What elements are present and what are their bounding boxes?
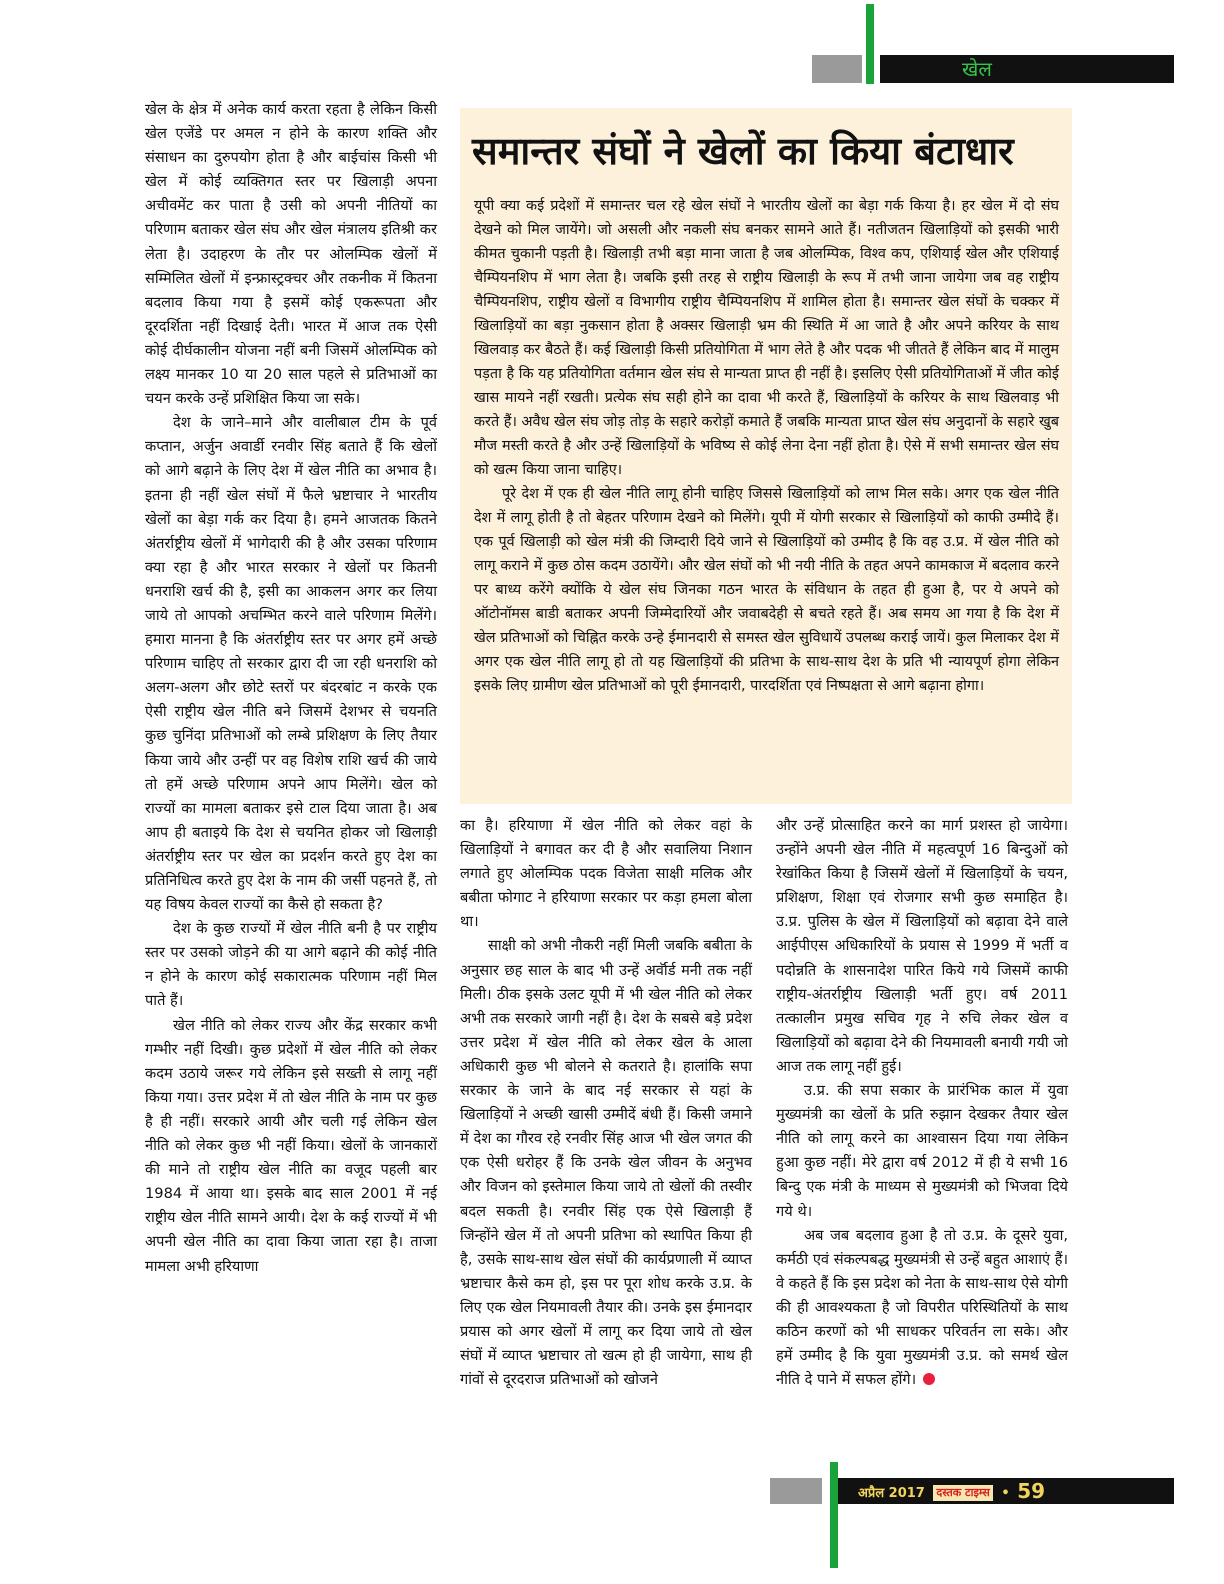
middle-paragraph-1: का है। हरियाणा में खेल नीति को लेकर वहां के खिलाड़ियों ने बगावत कर दी है और सवालिया निशान लगाते हुए ओलम्पिक पदक विजेता साक्षी मलिक और बबीता फोगाट ने हरियाणा सरकार पर कड़ा हमला बोला था। [460,817,752,931]
footer-gray-block [770,1478,822,1504]
footer-separator: • [1001,1486,1010,1501]
box-paragraph-2: पूरे देश में एक ही खेल नीति लागू होनी चाहिए जिससे खिलाड़ियों को लाभ मिल सके। अगर एक खेल नीति देश में लागू होती है तो बेहतर परिणाम देखने को मिलेंगे। यूपी में योगी सरकार से खिलाड़ियों को काफी उम्मीदे हैं। एक पूर्व खिलाड़ी को खेल मंत्री की जिम्दारी दिये जाने से खिलाड़ियों को उम्मीद है कि वह उ.प्र. में खेल नीति को लागू कराने में कुछ ठोस कदम उठायेंगे। और खेल संघों को भी नयी नीति के तहत अपने कामकाज में बदलाव करने पर बाध्य करेंगे क्योंकि ये खेल संघ जिनका गठन भारत के संविधान के तहत ही हुआ है, पर ये अपने को ऑटोनॉमस बाडी बताकर अपनी जिम्मेदारियों और जवाबदेही से बचते रहते हैं। अब समय आ गया है कि देश में खेल प्रतिभाओं को चिह्नित करके उन्हे ईमानदारी से समस्त खेल सुविधायें उपलब्ध कराई जायें। कुल मिलाकर देश में अगर एक खेल नीति लागू हो तो यह खिलाड़ियों की प्रतिभा के साथ-साथ देश के प्रति भी न्यायपूर्ण होगा लेकिन इसके लिए ग्रामीण खेल प्रतिभाओं को पूरी ईमानदारी, पारदर्शिता एवं निष्पक्षता से आगे बढ़ाना होगा। [474,486,1059,694]
right-paragraph-3-text: अब जब बदलाव हुआ है तो उ.प्र. के दूसरे युवा, कर्मठी एवं संकल्पबद्ध मुख्यमंत्री से उन्हें बहुत आशाएं हैं। वे कहते हैं कि इस प्रदेश को नेता के साथ-साथ ऐसे योगी की ही आवश्यकता है जो विपरीत परिस्थितियों के साथ कठिन करणों को भी साधकर परिवर्तन ला सके। और हमें उम्मीद है कि युवा मुख्यमंत्री उ.प्र. को समर्थ खेल नीति दे पाने में सफल होंगे। [776,1226,1068,1389]
middle-paragraph-2: साक्षी को अभी नौकरी नहीं मिली जबकि बबीता के अनुसार छह साल के बाद भी उन्हें अर्वॉर्ड मनी तक नहीं मिली। ठीक इसके उलट यूपी में भी खेल नीति को लेकर अभी तक सरकारे जागी नहीं है। देश के सबसे बड़े प्रदेश उत्तर प्रदेश में खेल नीति को लेकर खेल के आला अधिकारी कुछ भी बोलने से कतराते है। हालांकि सपा सरकार के जाने के बाद नई सरकार से यहां के खिलाड़ियों ने अच्छी खासी उम्मीदें बंधी हैं। किसी जमाने में देश का गौरव रहे रनवीर सिंह आज भी खेल जगत की एक ऐसी धरोहर हैं कि उनके खेल जीवन के अनुभव और विजन को इस्तेमाल किया जाये तो खेलों की तस्वीर बदल सकती है। रनवीर सिंह एक ऐसे खिलाड़ी हैं जिन्होंने खेल में तो अपनी प्रतिभा को स्थापित किया ही है, उसके साथ-साथ खेल संघों की कार्यप्रणाली में व्याप्त भ्रष्टाचार कैसे कम हो, इस पर पूरा शोध करके उ.प्र. के लिए एक खेल नियमावली तैयार की। उनके इस ईमानदार प्रयास को अगर खेलों में लागू कर दिया जाये तो खेल संघों में व्याप्त भ्रष्टाचार तो खत्म हो ही जायेगा, साथ ही गांवों से दूरदराज प्रतिभाओं को खोजने [460,937,752,1389]
right-paragraph-2: उ.प्र. की सपा सकार के प्रारंभिक काल में युवा मुख्यमंत्री का खेलों के प्रति रुझान देखकर तैयार खेल नीति को लागू करने का आश्वासन दिया गया लेकिन हुआ कुछ नहीं। मेरे द्वारा वर्ष 2012 में ही ये सभी 16 बिन्दु एक मंत्री के माध्यम से मुख्यमंत्री को भिजवा दिये गये थे। [776,1082,1068,1220]
footer-green-bar [830,1462,838,1568]
left-paragraph-3: देश के कुछ राज्यों में खेल नीति बनी है पर राष्ट्रीय स्तर पर उसको जोड़ने की या आगे बढ़ाने की कोई नीति न होने के कारण कोई सकारात्मक परिणाम नहीं मिल पाते हैं। [145,920,437,1010]
highlight-box-text [474,194,1059,698]
box-paragraph-1: यूपी क्या कई प्रदेशों में समान्तर चल रहे खेल संघों ने भारतीय खेलों का बेड़ा गर्क किया है। हर खेल में दो संघ देखने को मिल जायेंगे। जो असली और नकली संघ बनकर सामने आते हैं। नतीजतन खिलाड़ियों को इसकी भारी कीमत चुकानी पड़ती है। खिलाड़ी तभी बड़ा माना जाता है जब ओलम्पिक, विश्व कप, एशियाई खेल और एशियाई चैम्पियनशिप में भाग लेता है। जबकि इसी तरह से राष्ट्रीय खिलाड़ी के रूप में तभी जाना जायेगा जब वह राष्ट्रीय चैम्पियनशिप, राष्ट्रीय खेलों व विभागीय राष्ट्रीय चैम्पियनशिप में शामिल होता है। समान्तर खेल संघों के चक्कर में खिलाड़ियों का बड़ा नुकसान होता है अक्सर खिलाड़ी भ्रम की स्थिति में आ जाते है और अपने करियर के साथ खिलवाड़ कर बैठते हैं। कई खिलाड़ी किसी प्रतियोगिता में भाग लेते है और पदक भी जीतते हैं लेकिन बाद में मालुम पड़ता है कि यह प्रतियोगिता वर्तमान खेल संघ से मान्यता प्राप्त ही नहीं है। इसलिए ऐसी प्रतियोगिताओं में जीत कोई खास मायने नहीं रखती। प्रत्येक संघ सही होने का दावा भी करते हैं, खिलाड़ियों के करियर के साथ खिलवाड़ भी करते हैं। अवैध खेल संघ जोड़ तोड़ के सहारे करोड़ों कमाते हैं जबकि मान्यता प्राप्त खेल संघ अनुदानों के सहारे खुब मौज मस्ती करते है और उन्हें खिलाड़ियों के भविष्य से कोई लेना देना नहीं होता है। ऐसे में सभी समान्तर खेल संघ को खत्म किया जाना चाहिए। [474,198,1059,478]
section-label: खेल [962,57,992,81]
left-paragraph-4: खेल नीति को लेकर राज्य और केंद्र सरकार कभी गम्भीर नहीं दिखी। कुछ प्रदेशों में खेल नीति को लेकर कदम उठाये जरूर गये लेकिन इसे सख्ती से लागू नहीं किया गया। उत्तर प्रदेश में तो खेल नीति के नाम पर कुछ है ही नहीं। सरकारे आयी और चली गई लेकिन खेल नीति को लेकर कुछ भी नहीं किया। खेलों के जानकारों की माने तो राष्ट्रीय खेल नीति का वजूद पहली बार 1984 में आया था। इसके बाद साल 2001 में नई राष्ट्रीय खेल नीति सामने आयी। देश के कई राज्यों में भी अपनी खेल नीति का दावा किया जाता रहा है। ताजा मामला अभी हरियाणा [145,1016,437,1275]
footer-issue: अप्रैल 2017 [858,1486,925,1501]
header-green-bar [866,4,874,84]
middle-column [460,814,752,1392]
magazine-logo: दस्तक टाइम्स [933,1485,992,1501]
headline: समान्तर संघों ने खेलों का किया बंटाधार [472,128,1014,173]
end-mark-icon [923,1373,935,1385]
left-column [145,98,437,1279]
left-paragraph-2: देश के जाने–माने और वालीबाल टीम के पूर्व कप्तान, अर्जुन अवार्डी रनवीर सिंह बताते हैं कि खेलों को आगे बढ़ाने के लिए देश में खेल नीति का अभाव है। इतना ही नहीं खेल संघों में फैले भ्रष्टाचार ने भारतीय खेलों का बेड़ा गर्क कर दिया है। हमने आजतक कितने अंतर्राष्ट्रीय खेलों में भागेदारी की है और उसका परिणाम क्या रहा है और भारत सरकार ने खेलों पर कितनी धनराशि खर्च की है, इसी का आकलन अगर कर लिया जाये तो आपको अचम्भित करने वाले परिणाम मिलेंगे। हमारा मानना है कि अंतर्राष्ट्रीय स्तर पर अगर हमें अच्छे परिणाम चाहिए तो सरकार द्वारा दी जा रही धनराशि को अलग-अलग और छोटे स्तरों पर बंदरबांट न करके एक ऐसी राष्ट्रीय खेल नीति बने जिसमें देशभर से चयनति कुछ चुनिंदा प्रतिभाओं को लम्बे प्रशिक्षण के लिए तैयार किया जाये और उन्हीं पर वह विशेष राशि खर्च की जाये तो हमें अच्छे परिणाम अपने आप मिलेंगे। खेल को राज्यों का मामला बताकर इसे टाल दिया जाता है। अब आप ही बताइये कि देश से चयनित होकर जो खिलाड़ी अंतर्राष्ट्रीय स्तर पर खेल का प्रदर्शन करते हुए देश का प्रतिनिधित्व करते हुए देश के नाम की जर्सी पहनते हैं, तो यह विषय केवल राज्यों का कैसे हो सकता है? [145,414,437,914]
page-number: 59 [1017,1479,1046,1503]
left-paragraph-1: खेल के क्षेत्र में अनेक कार्य करता रहता है लेकिन किसी खेल एजेंडे पर अमल न होने के कारण शक्ति और संसाधन का दुरुपयोग होता है और बाईचांस किसी भी खेल में कोई व्यक्तिगत स्तर पर खिलाड़ी अपना अचीवमेंट कर पाता है उसी को अपनी नीतियों का परिणाम बताकर खेल संघ और खेल मंत्रालय इतिश्री कर लेता है। उदाहरण के तौर पर ओलम्पिक खेलों में सम्मिलित खेलों में इन्फ्रास्ट्रक्चर और तकनीक में कितना बदलाव किया गया है इसमें कोई एकरूपता और दूरदर्शिता नहीं दिखाई देती। भारत में आज तक ऐसी कोई दीर्घकालीन योजना नहीं बनी जिसमें ओलम्पिक को लक्ष्य मानकर 10 या 20 साल पहले से प्रतिभाओं का चयन करके उन्हें प्रशिक्षित किया जा सके। [145,101,437,408]
right-paragraph-1: और उन्हें प्रोत्साहित करने का मार्ग प्रशस्त हो जायेगा। उन्होंने अपनी खेल नीति में महत्वपूर्ण 16 बिन्दुओं को रेखांकित किया है जिसमें खेलों में खिलाड़ियों के चयन, प्रशिक्षण, शिक्षा एवं रोजगार सभी कुछ समाहित है। उ.प्र. पुलिस के खेल में खिलाड़ियों को बढ़ावा देने वाले आईपीएस अधिकारियों के प्रयास से 1999 में भर्ती व पदोन्नति के शासनादेश पारित किये गये जिसमें काफी राष्ट्रीय-अंतर्राष्ट्रीय खिलाड़ी भर्ती हुए। वर्ष 2011 तत्कालीन प्रमुख सचिव गृह ने रुचि लेकर खेल व खिलाड़ियों को बढ़ावा देने की नियमावली बनायी गयी जो आज तक लागू नहीं हुई। [776,817,1068,1075]
footer-info [858,1478,1045,1504]
right-column [776,814,1068,1392]
header-gray-block [812,55,862,83]
right-paragraph-3 [776,1224,1068,1393]
